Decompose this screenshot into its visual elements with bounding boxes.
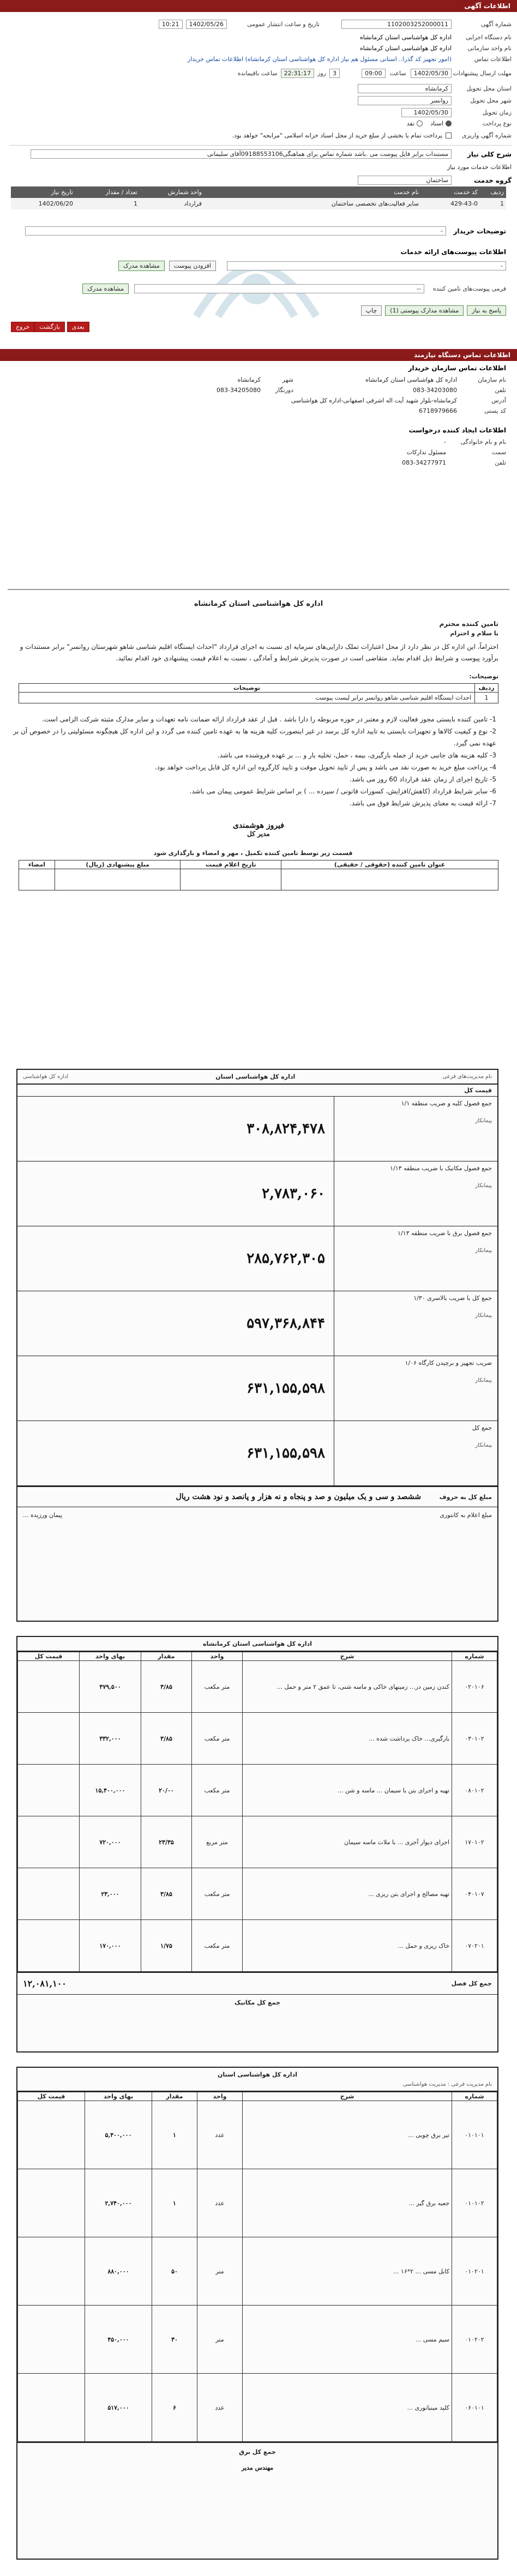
publish-date: 1402/05/26 [186, 20, 227, 29]
condition-item: 3- کلیه هزینه های جانبی خرید از جمله بارگیری، بیمه ، حمل، تخلیه بار و ... بر عهده فروشنده می باشد. [217, 751, 496, 759]
next-button[interactable]: بعدی [67, 322, 89, 332]
docs-button[interactable]: مشاهده مدارک پیوستی (1) [385, 305, 464, 316]
scan3-cell-price: ۸۸۰,۰۰۰ [85, 2237, 152, 2306]
attachments-title: اطلاعات پیوست‌های ارائه خدمات [400, 248, 506, 256]
letter-greeting: تامین کننده محترم [439, 620, 498, 628]
scan2-cell-price: ۴۷۹,۵۰۰ [80, 1661, 141, 1713]
col-qty: تعداد / مقدار [105, 189, 137, 196]
scan3-table [17, 2092, 497, 2442]
attachment-file: - [227, 261, 506, 270]
scan1-row [17, 1161, 497, 1226]
desc-cell-desc: احداث ایستگاه اقلیم شناسی شاهو روانسر برابر لیست پیوست [19, 693, 475, 703]
cell-code: 429-43-0 [450, 200, 478, 207]
col-name: نام خدمت [394, 189, 419, 196]
col-date: تاریخ نیاز [51, 189, 73, 196]
contact-link[interactable]: (امور تجهیز کد گذرا.. استانی مسئول هم نیاز اداره کل هواشناسی استان کرمانشاه) اطلاعات تماس خریدار [188, 56, 452, 63]
scan1-row-tag: پیمانکار [475, 1248, 492, 1254]
scan1-rows [17, 1097, 497, 1486]
treasury-checkbox[interactable] [446, 133, 452, 139]
col-code: کد خدمت [454, 189, 478, 196]
scan3-cell-no: ۰۱۰۱۰۱ [452, 2101, 497, 2169]
scan2-cell-unit: متر مکعب [192, 1661, 243, 1713]
scan2-footer: جمع کل مکانیک [17, 1994, 497, 2011]
scan1-row-label: جمع کل [472, 1424, 492, 1431]
scan2-col-total: قیمت کل [18, 1652, 80, 1661]
creator-name-label: نام و نام خانوادگی [460, 438, 506, 446]
publish-date-label: تاریخ و ساعت انتشار عمومی [247, 21, 320, 28]
scan2-cell-desc: خاک ریزی و حمل ... [243, 1920, 452, 1972]
scan2-cell-total [18, 1765, 80, 1816]
payment-opt-2: نقد [406, 120, 415, 127]
city-label: شهر محل تحویل [470, 97, 512, 104]
supplier-doc-label: فرمی پیوست‌های تامین کننده [432, 285, 506, 292]
scan2-cell-price: ۲۳,۰۰۰ [80, 1868, 141, 1920]
city2-label: شهر [282, 376, 293, 383]
desc-col-row: ردیف [475, 684, 498, 693]
scan2-cell-total [18, 1816, 80, 1868]
delivery-label: زمان تحویل [482, 109, 512, 116]
scan2-cell-no: ۰۳۰۱۰۲ [452, 1713, 497, 1765]
cell-unit: قرارداد [184, 200, 202, 207]
buyer-name: اداره کل هواشناسی استان کرمانشاه [359, 34, 452, 41]
delivery-date: 1402/05/30 [401, 108, 452, 117]
treasury-text: پرداخت تمام یا بخشی از مبلغ خرید از محل اسناد خزانه اسلامی "مرابحه" خواهد بود. [232, 132, 442, 139]
scan1-row-value: ۲۸۵,۷۶۲,۳۰۵ [247, 1250, 325, 1267]
buyer-label: نام دستگاه اجرایی [465, 34, 512, 41]
exit-button[interactable]: خروج [11, 322, 34, 332]
cell-date: 1402/06/20 [38, 200, 73, 207]
scan3-col-no: شماره [452, 2092, 497, 2101]
scan1-row-value: ۵۹۷,۳۶۸,۸۴۴ [247, 1315, 325, 1332]
scan3-cell-desc: تیر برق چوبی ... [243, 2101, 452, 2169]
description-label: شرح کلی نیاز [467, 150, 512, 158]
s-col-name: عنوان تامین کننده (حقوقی / حقیقی) [281, 860, 498, 869]
scan3-cell-total [18, 2374, 85, 2442]
creator-role: مسئول تدارکات [406, 449, 446, 456]
scan1-title: اداره کل هواشناسی استان [215, 1073, 296, 1080]
publish-time: 10:21 [159, 20, 183, 29]
letter-salam: با سلام و احترام [450, 630, 498, 637]
supplier-doc-select[interactable]: -- [134, 284, 424, 293]
scan2-cell-desc: کندن زمین در... زمینهای خاکی و ماسه شنی، تا عمق ۲ متر و حمل ... [243, 1661, 452, 1713]
scan3-cell-desc: جعبه برق گیر ... [243, 2169, 452, 2237]
header-title: اطلاعات آگهی [464, 2, 510, 10]
notice-number-label: شماره آگهی [480, 21, 512, 28]
org-value: اداره کل هواشناسی استان کرمانشاه [365, 376, 457, 383]
scan3-cell-unit: عدد [197, 2374, 243, 2442]
table-row [18, 2374, 497, 2442]
scan2-cell-price: ۱۷۰,۰۰۰ [80, 1920, 141, 1972]
signer-name: فیروز هوشمندی [232, 821, 284, 830]
table-row [18, 1868, 497, 1920]
scan1-row [17, 1226, 497, 1291]
scan2-cell-unit: متر مربع [192, 1816, 243, 1868]
services-title: اطلاعات خدمات مورد نیاز [447, 164, 512, 171]
s-col-date: تاریخ اعلام قیمت [181, 860, 281, 869]
scan2-cell-total [18, 1713, 80, 1765]
city-value: روانسر [358, 96, 452, 105]
scan3-cell-total [18, 2169, 85, 2237]
scan3-cell-no: ۰۱۰۲۰۱ [452, 2237, 497, 2306]
scan1-row [17, 1097, 497, 1161]
scan1-row-label: ضریب تجهیز و برچیدن کارگاه ۱/۰۶ [405, 1359, 492, 1367]
cell-name: سایر فعالیت‌های تخصصی ساختمان [331, 200, 419, 207]
scan3-cell-total [18, 2306, 85, 2374]
scan3-col-desc: شرح [243, 2092, 452, 2101]
scan2-cell-qty: ۲۰/۰۰ [141, 1765, 192, 1816]
scan3-cell-unit: متر [197, 2306, 243, 2374]
scan1-row-value: ۳۰۸,۸۲۴,۴۷۸ [247, 1121, 325, 1137]
supplier-doc-button[interactable]: مشاهده مدرک [82, 284, 129, 294]
upload-button[interactable]: افزودن پیوست [169, 261, 216, 271]
scan1-row-tag: پیمانکار [475, 1183, 492, 1189]
table-row [18, 2169, 497, 2237]
s-col-sign: امضاء [19, 860, 55, 869]
s-col-price: مبلغ پیشنهادی (ریال) [55, 860, 181, 869]
unit-name: اداره کل هواشناسی استان کرمانشاه [359, 45, 452, 52]
scan1-row-tag: پیمانکار [475, 1377, 492, 1383]
table-row [19, 693, 498, 703]
scan3-cell-desc: کلید مینیاتوری ... [243, 2374, 452, 2442]
condition-item: 4- پرداخت مبلغ خرید به صورت نقد می باشد و پس از تایید تحویل موقت و تایید کارگروه این اداره کل قابل پرداخت خواهد بود. [154, 763, 496, 771]
desc-col-desc: توضیحات [19, 684, 475, 693]
postal-label: کد پستی [484, 407, 506, 414]
reply-button[interactable]: پاسخ به نیاز [467, 305, 506, 316]
back-button[interactable]: بازگشت [34, 322, 65, 332]
fax-value: 083-34205080 [217, 387, 261, 394]
scan2-total-label: جمع کل فصل [451, 1980, 492, 1987]
scan2-cell-total [18, 1868, 80, 1920]
desc-title: توضیحات: [469, 673, 498, 680]
creator-name: - [444, 438, 446, 446]
scan2-cell-qty: ۱/۷۵ [141, 1920, 192, 1972]
scan3-cell-price: ۵۱۷,۰۰۰ [85, 2374, 152, 2442]
scan2-cell-unit: متر مکعب [192, 1920, 243, 1972]
scan1-row-tag: پیمانکار [475, 1313, 492, 1319]
postal-value: 6718979666 [419, 407, 457, 414]
desc-cell-row: 1 [475, 693, 498, 703]
scan1-row-value: ۶۳۱,۱۵۵,۵۹۸ [247, 1380, 325, 1397]
scan2-cell-qty: ۳/۸۵ [141, 1868, 192, 1920]
condition-item: 7- ارائه قیمت به معنای پذیرش شرایط فوق می باشد. [349, 799, 496, 807]
scan1-row-tag: پیمانکار [475, 1118, 492, 1124]
scan2-cell-qty: ۳/۸۵ [141, 1661, 192, 1713]
payment-opt-1: اسناد [430, 120, 443, 127]
buyer-notes-label: توضیحات خریدار [453, 227, 506, 235]
scan3-col-price: بهای واحد [85, 2092, 152, 2101]
scan1-header-2: اداره کل هواشناسی [23, 1074, 69, 1080]
remaining-label: ساعت باقیمانده [237, 70, 278, 77]
phone-value: 083-34203080 [413, 387, 457, 394]
scan3-footer: جمع کل برق [17, 2442, 497, 2461]
buyer-notes: - [25, 226, 446, 236]
contact-bar [0, 349, 517, 361]
scan2-cell-qty: ۳/۸۵ [141, 1713, 192, 1765]
province-label: استان محل تحویل [466, 85, 512, 92]
col-unit: واحد شمارش [167, 189, 202, 196]
condition-item: 6- سایر شرایط قرارداد (کاهش/افزایش، کسورات قانونی / سپرده ... ) بر اساس شرایط عمومی پیمان می باشد. [189, 787, 496, 795]
scan2-cell-no: ۰۴۰۱۰۷ [452, 1868, 497, 1920]
scan2-table [17, 1652, 497, 1972]
payment-radio-1[interactable] [446, 121, 452, 127]
group-label: گروه خدمت [474, 176, 512, 184]
condition-item: 2- نوع و کیفیت کالاها و تجهیزات بایستی به تایید اداره کل برسد در غیر اینصورت کلیه هزینه ها به عهده تامین کننده می گردد و این اداره کل هیچگونه مسئولیتی را در خصوص آن بر عهده نمی گیرد. [13, 727, 496, 747]
scan3-cell-qty: ۱ [152, 2169, 197, 2237]
days-label: روز [317, 70, 326, 77]
remaining-time: 22:31:17 [281, 69, 314, 78]
header-bar [0, 0, 517, 12]
table-row [18, 2101, 497, 2169]
scan3-cell-qty: ۶ [152, 2374, 197, 2442]
scan2-col-unit: واحد [192, 1652, 243, 1661]
table-row [18, 1661, 497, 1713]
scan3-cell-price: ۴۵۰,۰۰۰ [85, 2306, 152, 2374]
conditions-list [8, 713, 496, 809]
address-label: آدرس [491, 397, 506, 404]
print-button[interactable]: چاپ [361, 305, 382, 316]
scan3-title: اداره کل هواشناسی استان [218, 2071, 297, 2078]
scan2-col-qty: مقدار [141, 1652, 192, 1661]
table-row [18, 2237, 497, 2306]
scan1-row [17, 1291, 497, 1356]
phone-label: تلفن [495, 387, 506, 394]
scan-summary [16, 1069, 498, 1622]
scan1-row-label: جمع فصول کلیه و ضریب منطقه ۱/۱ [401, 1100, 492, 1107]
unit-label: نام واحد سازمانی [467, 45, 512, 52]
desc-table [19, 683, 498, 703]
scan3-subtitle: نام مدیریت فرعی : مدیریت هواشناسی [17, 2081, 497, 2092]
supplier-table [19, 860, 498, 890]
table-row [18, 1816, 497, 1868]
days-left: 3 [329, 69, 340, 78]
scan2-col-price: بهای واحد [80, 1652, 141, 1661]
scan3-col-unit: واحد [197, 2092, 243, 2101]
scan3-cell-desc: کابل مسی ... ۲*۱۶ ... [243, 2237, 452, 2306]
scan1-header-1: نام مدیریت‌های فرعی [442, 1074, 492, 1080]
scan1-row-label: جمع فصول مکانیک با ضریب منطقه ۱/۱۳ [390, 1165, 492, 1172]
scan3-cell-qty: ۵۰ [152, 2237, 197, 2306]
scan3-cell-no: ۰۱۰۱۰۲ [452, 2169, 497, 2237]
scan1-row [17, 1421, 497, 1486]
scan2-cell-total [18, 1661, 80, 1713]
scan1-row-tag: پیمانکار [475, 1442, 492, 1448]
condition-item: 1- تامین کننده بایستی مجوز فعالیت لازم و معتبر در حوزه مربوطه را دارا باشد . قبل از عقد قرارداد ارائه ضمانت نامه تعهدات و سایر مدارک مثبته شرکت الزامی است. [41, 715, 496, 723]
gpp-label: شماره آگهی واریزی [462, 132, 512, 139]
scan2-cell-price: ۱۵,۴۰۰,۰۰۰ [80, 1765, 141, 1816]
scan2-cell-no: ۰۷۰۲۰۱ [452, 1920, 497, 1972]
scan2-cell-unit: متر مکعب [192, 1868, 243, 1920]
creator-role-label: سمت [491, 449, 506, 456]
scan-civil [16, 1636, 498, 2053]
payment-radio-2[interactable] [417, 121, 423, 127]
province-value: کرمانشاه [358, 84, 452, 93]
scan3-cell-unit: متر [197, 2237, 243, 2306]
creator-phone: 083-34277971 [402, 459, 446, 466]
scan1-row-value: ۶۳۱,۱۵۵,۵۹۸ [247, 1445, 325, 1461]
contact-label: اطلاعات تماس [474, 56, 512, 63]
scan2-cell-price: ۳۳۲,۰۰۰ [80, 1713, 141, 1765]
contact-title: اطلاعات تماس دستگاه نیازمند [414, 351, 510, 359]
col-row: ردیف [490, 189, 504, 196]
scan3-cell-price: ۵,۴۰۰,۰۰۰ [85, 2101, 152, 2169]
address-value: کرمانشاه-بلوار شهید آیت اله اشرفی اصفهانی-اداره کل هواشناسی [291, 397, 457, 404]
deadline-date: 1402/05/30 [411, 69, 452, 78]
scan1-words-label: مبلغ کل به حروف [439, 1493, 492, 1501]
scan2-cell-no: ۰۸۰۱۰۲ [452, 1765, 497, 1816]
table-row [18, 1765, 497, 1816]
creator-phone-label: تلفن [495, 459, 506, 466]
scan1-footer-label: مبلغ اعلام به کانتوری [440, 1512, 492, 1519]
scan-electrical [16, 2067, 498, 2560]
scan2-cell-desc: بارگیری... خاک برداشت شده ... [243, 1713, 452, 1765]
scan3-signer: مهندس مدیر [241, 2464, 274, 2471]
scan2-col-no: شماره [452, 1652, 497, 1661]
table-row [18, 1713, 497, 1765]
cell-row: 1 [500, 200, 504, 207]
condition-item: 5- تاریخ اجرای از زمان عقد قرارداد 60 روز می باشد. [349, 775, 496, 783]
scan3-cell-qty: ۳۰ [152, 2306, 197, 2374]
scan3-cell-total [18, 2101, 85, 2169]
letter-page [8, 589, 509, 1037]
scan2-cell-no: ۰۲۰۱۰۶ [452, 1661, 497, 1713]
scan1-row [17, 1356, 497, 1421]
description-text: مستندات برابر فایل پیوست می .باشد شماره تماس برای هماهنگی09188553106آقای سلیمانی [31, 149, 452, 159]
scan3-cell-total [18, 2237, 85, 2306]
deadline-hour-label: ساعت [389, 70, 406, 77]
scan1-row-label: جمع کل با ضریب بالاسری ۱/۳۰ [413, 1295, 492, 1302]
scan3-cell-unit: عدد [197, 2169, 243, 2237]
scan2-cell-desc: اجرای دیوار آجری ... با ملات ماسه سیمان [243, 1816, 452, 1868]
scan2-title: اداره کل هواشناسی استان کرمانشاه [17, 1637, 497, 1652]
scan2-cell-total [18, 1920, 80, 1972]
contact-section-1: اطلاعات تماس سازمان خریدار [408, 364, 506, 372]
signer-role: مدیر کل [247, 830, 270, 838]
scan1-col-price: قیمت کل [464, 1087, 492, 1094]
letter-body: احتراماً، این اداره کل در نظر دارد از محل اعتبارات تملک دارایی‌های سرمایه ای نسبت به اجرای قرارداد "احداث ایستگاه اقلیم شناسی شاهو شهرستان روانسر" برابر مستندات و برآورد پیوست و شرایط ذیل اقدام نماید. متقاضی است در صورت پذیرش شرایط و آمادگی ، نسبت به اعلام قیمت پیشنهادی خود اقدام نمائید. [20, 643, 498, 662]
scan2-cell-unit: متر مکعب [192, 1765, 243, 1816]
services-table [11, 186, 506, 209]
table-row [18, 2306, 497, 2374]
scan1-row-value: ۲,۷۸۳,۰۶۰ [262, 1185, 325, 1202]
scan3-cell-price: ۲,۷۴۰,۰۰۰ [85, 2169, 152, 2237]
scan1-row-label: جمع فصول برق با ضریب منطقه ۱/۱۳ [398, 1230, 492, 1237]
deadline-hour: 09:00 [362, 69, 386, 78]
scan2-cell-desc: تهیه مصالح و اجرای بتن ریزی ... [243, 1868, 452, 1920]
deadline-label: مهلت ارسال پیشنهادات [453, 70, 512, 77]
scan2-col-desc: شرح [243, 1652, 452, 1661]
scan2-cell-desc: تهیه و اجرای بتن با سیمان ... ماسه و شن ... [243, 1765, 452, 1816]
table-row [18, 1920, 497, 1972]
scan1-footer-role: پیمان ورزیده ... [23, 1512, 63, 1519]
cell-qty: 1 [134, 200, 137, 207]
scan2-cell-no: ۱۷۰۱۰۲ [452, 1816, 497, 1868]
letter-heading: اداره کل هواشناسی استان کرمانشاه [194, 600, 323, 608]
payment-label: نوع پرداخت [482, 120, 512, 127]
scan2-cell-qty: ۲۳/۳۵ [141, 1816, 192, 1868]
scan3-cell-no: ۰۱۰۲۰۲ [452, 2306, 497, 2374]
contact-section-2: اطلاعات ایجاد کننده درخواست [408, 426, 506, 434]
view-attachment-button[interactable]: مشاهده مدرک [118, 261, 165, 271]
scan3-cell-unit: عدد [197, 2101, 243, 2169]
fax-label: دورنگار [275, 387, 293, 394]
scan2-cell-unit: متر مکعب [192, 1713, 243, 1765]
scan1-total-words: ششصد و سی و یک میلیون و صد و پنجاه و نه هزار و پانصد و نود هشت ریال [176, 1492, 421, 1501]
group-value: ساختمان [358, 176, 452, 185]
scan2-total-value: ۱۲,۰۸۱,۱۰۰ [23, 1978, 67, 1989]
notice-number: 1102003252000011 [341, 20, 452, 29]
scan2-cell-price: ۷۲۰,۰۰۰ [80, 1816, 141, 1868]
org-label: نام سازمان [478, 376, 506, 383]
scan3-cell-desc: سیم مسی ... [243, 2306, 452, 2374]
scan3-cell-no: ۰۶۰۱۰۱ [452, 2374, 497, 2442]
scan3-col-qty: مقدار [152, 2092, 197, 2101]
city2-value: کرمانشاه [237, 376, 261, 383]
supplier-fill-title: قسمت زیر توسط تامین کننده تکمیل ، مهر و امضاء و بارگذاری شود [153, 850, 353, 857]
scan3-cell-qty: ۱ [152, 2101, 197, 2169]
scan3-col-total: قیمت کل [18, 2092, 85, 2101]
